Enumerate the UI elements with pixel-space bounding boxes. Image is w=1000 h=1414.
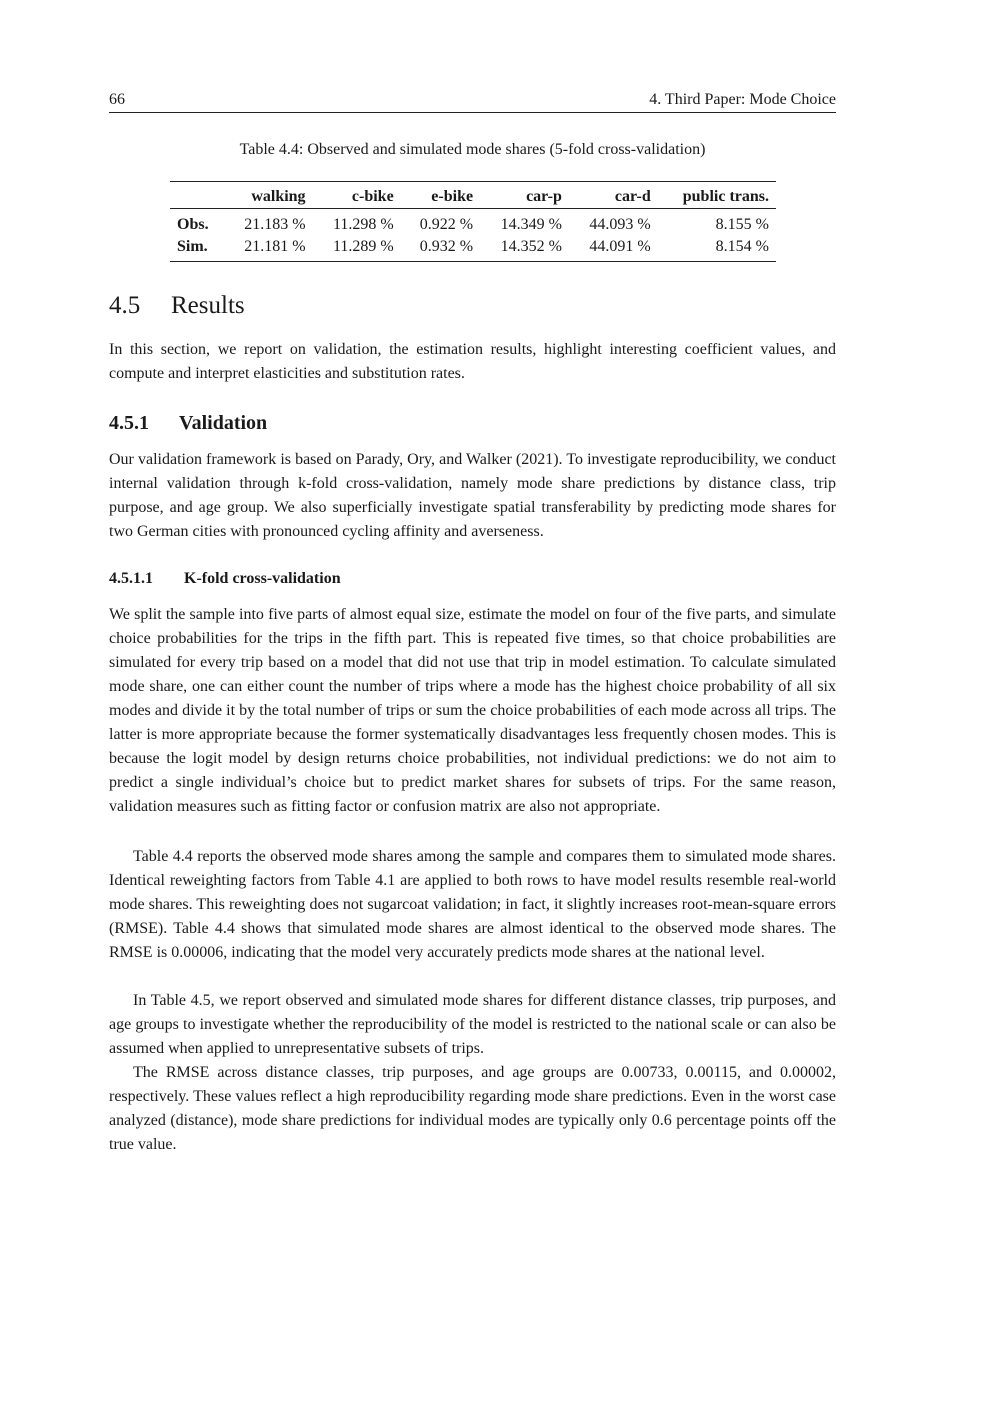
table-header-cell: public trans. [658, 182, 776, 209]
subsection-heading [109, 412, 267, 435]
table-header-cell: c-bike [313, 182, 401, 209]
table-cell: 8.154 % [658, 236, 776, 262]
table-header-cell: e-bike [401, 182, 480, 209]
validation-paragraph: Our validation framework is based on Parady, Ory, and Walker (2021). To investigate reproducibility, we conduct internal validation through k-fold cross-validation, namely mode share predictions by distance class, trip purpose, and age group. We also superficially investigate spatial transferability by predicting mode shares for two German cities with pronounced cycling affinity and averseness. [109, 451, 836, 540]
table-row [170, 236, 776, 262]
section-heading [109, 292, 245, 320]
body-paragraph: We split the sample into five parts of almost equal size, estimate the model on four of the five parts, and simulate choice probabilities for the trips in the fifth part. This is repeated five times, so that choice probabilities are simulated for every trip based on a model that did not use that trip in model estimation. To calculate simulated mode share, one can either count the number of trips where a mode has the highest choice probability of all six modes and divide it by the total number of trips or sum the choice probabilities of each mode across all trips. The latter is more appropriate because the former systematically disadvantages less frequently chosen modes. This is because the logit model by design returns choice probabilities, not individual predictions: we do not aim to predict a single individual’s choice but to predict market shares for subsets of trips. For the same reason, validation measures such as fitting factor or confusion matrix are also not appropriate. [109, 606, 836, 815]
table-header-cell: car-p [480, 182, 569, 209]
table-cell: 11.298 % [332, 216, 394, 233]
table-cell: 44.093 % [589, 216, 651, 233]
table-header-cell [170, 182, 224, 209]
table-cell: 0.922 % [419, 216, 474, 233]
running-header [109, 88, 836, 113]
body-paragraph: In Table 4.5, we report observed and simulated mode shares for different distance classes, trip purposes, and age groups to investigate whether the reproducibility of the model is restricted to the national scale or can also be assumed when applied to unrepresentative subsets of trips. [109, 992, 836, 1057]
subsubsection-title: K-fold cross-validation [184, 570, 341, 587]
subsubsection-number: 4.5.1.1 [109, 570, 153, 587]
row-label: Sim. [170, 236, 224, 262]
table-cell: 14.349 % [500, 216, 562, 233]
subsection-number: 4.5.1 [109, 412, 149, 434]
body-paragraph: The RMSE across distance classes, trip purposes, and age groups are 0.00733, 0.00115, and 0.00002, respectively. These values reflect a high reproducibility regarding mode share predictions. Even in the worst case analyzed (distance), mode share predictions for individual modes are typically only 0.6 percentage points off the true value. [109, 1064, 836, 1153]
table-cell: 44.091 % [569, 236, 658, 262]
table-cell: 8.155 % [715, 216, 769, 233]
subsubsection-heading [109, 570, 341, 588]
row-label: Obs. [177, 216, 209, 233]
table-cell: 14.352 % [480, 236, 569, 262]
section-number: 4.5 [109, 292, 141, 319]
table-cell: 21.181 % [224, 236, 313, 262]
table-cell: 21.183 % [244, 216, 306, 233]
body-paragraph: Table 4.4 reports the observed mode shares among the sample and compares them to simulated mode shares. Identical reweighting factors from Table 4.1 are applied to both rows to have model results resemble real-world mode shares. This reweighting does not sugarcoat validation; in fact, it slightly increases root-mean-square errors (RMSE). Table 4.4 shows that simulated mode shares are almost identical to the observed mode shares. The RMSE is 0.00006, indicating that the model very accurately predicts mode shares at the national level. [109, 848, 836, 961]
chapter-title: 4. Third Paper: Mode Choice [649, 91, 836, 108]
table-row [170, 209, 776, 237]
table-header-cell: walking [224, 182, 313, 209]
table-cell: 0.932 % [401, 236, 480, 262]
subsection-title: Validation [179, 412, 268, 434]
table-cell: 11.289 % [313, 236, 401, 262]
section-title: Results [171, 292, 245, 319]
section-intro-paragraph: In this section, we report on validation, the estimation results, highlight interesting coefficient values, and compute and interpret elasticities and substitution rates. [109, 341, 836, 382]
table-header-row [170, 182, 776, 209]
page-number: 66 [109, 91, 125, 108]
table-header-cell: car-d [569, 182, 658, 209]
mode-share-table [170, 181, 776, 262]
table-caption: Table 4.4: Observed and simulated mode shares (5-fold cross-validation) [239, 141, 706, 158]
